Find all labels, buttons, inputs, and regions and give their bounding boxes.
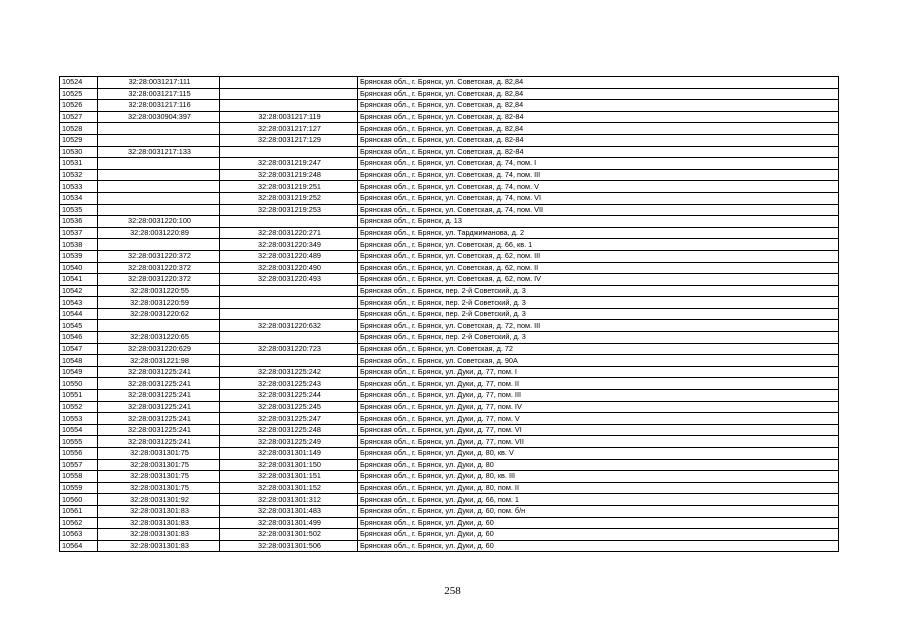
cadastral-number-cell: 32:28:0031301:75 [98,459,220,471]
row-number-cell: 10535 [60,204,98,216]
linked-cadastral-number-cell: 32:28:0031219:247 [220,158,358,170]
linked-cadastral-number-cell: 32:28:0031220:490 [220,262,358,274]
address-cell: Брянская обл., г. Брянск, ул. Дуки, д. 77, пом. V [358,413,839,425]
address-cell: Брянская обл., г. Брянск, пер. 2-й Советский, д. 3 [358,297,839,309]
address-cell: Брянская обл., г. Брянск, ул. Дуки, д. 77, пом. VII [358,436,839,448]
cadastral-number-cell: 32:28:0031220:372 [98,250,220,262]
row-number-cell: 10542 [60,285,98,297]
address-cell: Брянская обл., г. Брянск, ул. Советская, д. 82-84 [358,134,839,146]
linked-cadastral-number-cell: 32:28:0031217:119 [220,111,358,123]
address-cell: Брянская обл., г. Брянск, ул. Дуки, д. 80, кв. V [358,448,839,460]
row-number-cell: 10564 [60,540,98,552]
table-row [60,459,839,471]
address-cell: Брянская обл., г. Брянск, ул. Дуки, д. 80, пом. II [358,482,839,494]
cadastral-number-cell: 32:28:0031225:241 [98,413,220,425]
table-row [60,494,839,506]
address-cell: Брянская обл., г. Брянск, ул. Советская, д. 72, пом. III [358,320,839,332]
linked-cadastral-number-cell: 32:28:0031220:271 [220,227,358,239]
table-row [60,111,839,123]
address-cell: Брянская обл., г. Брянск, ул. Советская, д. 62, пом. II [358,262,839,274]
cadastral-number-cell [98,134,220,146]
cadastral-number-cell: 32:28:0031225:241 [98,401,220,413]
cadastral-number-cell: 32:28:0030904:397 [98,111,220,123]
table-row [60,192,839,204]
linked-cadastral-number-cell: 32:28:0031301:483 [220,505,358,517]
address-cell: Брянская обл., г. Брянск, ул. Советская, д. 82,84 [358,88,839,100]
table-row [60,274,839,286]
cadastral-number-cell [98,239,220,251]
table-row [60,262,839,274]
row-number-cell: 10524 [60,77,98,89]
table-row [60,343,839,355]
row-number-cell: 10525 [60,88,98,100]
table-row [60,355,839,367]
cadastral-number-cell: 32:28:0031301:75 [98,471,220,483]
table-row [60,517,839,529]
linked-cadastral-number-cell [220,308,358,320]
table-row [60,285,839,297]
row-number-cell: 10532 [60,169,98,181]
address-cell: Брянская обл., г. Брянск, ул. Дуки, д. 77, пом. IV [358,401,839,413]
linked-cadastral-number-cell: 32:28:0031219:253 [220,204,358,216]
table-row [60,297,839,309]
linked-cadastral-number-cell: 32:28:0031301:150 [220,459,358,471]
linked-cadastral-number-cell: 32:28:0031225:242 [220,366,358,378]
address-cell: Брянская обл., г. Брянск, ул. Советская, д. 82-84 [358,111,839,123]
linked-cadastral-number-cell [220,216,358,228]
address-cell: Брянская обл., г. Брянск, ул. Дуки, д. 80 [358,459,839,471]
linked-cadastral-number-cell: 32:28:0031225:243 [220,378,358,390]
row-number-cell: 10559 [60,482,98,494]
cadastral-number-cell [98,181,220,193]
linked-cadastral-number-cell: 32:28:0031225:249 [220,436,358,448]
row-number-cell: 10544 [60,308,98,320]
address-cell: Брянская обл., г. Брянск, ул. Дуки, д. 66, пом. 1 [358,494,839,506]
table-row [60,540,839,552]
cadastral-number-cell [98,192,220,204]
cadastral-number-cell: 32:28:0031301:92 [98,494,220,506]
linked-cadastral-number-cell: 32:28:0031220:489 [220,250,358,262]
cadastral-number-cell: 32:28:0031221:98 [98,355,220,367]
linked-cadastral-number-cell: 32:28:0031225:247 [220,413,358,425]
address-cell: Брянская обл., г. Брянск, ул. Советская, д. 82,84 [358,123,839,135]
table-row [60,134,839,146]
row-number-cell: 10538 [60,239,98,251]
cadastral-number-cell [98,123,220,135]
cadastral-number-cell: 32:28:0031220:59 [98,297,220,309]
row-number-cell: 10549 [60,366,98,378]
cadastral-number-cell: 32:28:0031220:372 [98,274,220,286]
row-number-cell: 10550 [60,378,98,390]
address-cell: Брянская обл., г. Брянск, ул. Дуки, д. 80, кв. III [358,471,839,483]
cadastral-number-cell: 32:28:0031220:100 [98,216,220,228]
linked-cadastral-number-cell: 32:28:0031217:127 [220,123,358,135]
table-row [60,378,839,390]
linked-cadastral-number-cell [220,100,358,112]
row-number-cell: 10547 [60,343,98,355]
table-row [60,482,839,494]
address-cell: Брянская обл., г. Брянск, д. 13 [358,216,839,228]
cadastral-number-cell: 32:28:0031301:75 [98,482,220,494]
table-row [60,181,839,193]
address-cell: Брянская обл., г. Брянск, ул. Советская, д. 90А [358,355,839,367]
address-cell: Брянская обл., г. Брянск, ул. Советская, д. 74, пом. VI [358,192,839,204]
linked-cadastral-number-cell: 32:28:0031220:493 [220,274,358,286]
row-number-cell: 10554 [60,424,98,436]
cadastral-number-cell: 32:28:0031220:89 [98,227,220,239]
row-number-cell: 10561 [60,505,98,517]
linked-cadastral-number-cell: 32:28:0031220:632 [220,320,358,332]
cadastral-number-cell: 32:28:0031217:116 [98,100,220,112]
linked-cadastral-number-cell: 32:28:0031301:502 [220,529,358,541]
row-number-cell: 10537 [60,227,98,239]
linked-cadastral-number-cell: 32:28:0031225:244 [220,390,358,402]
linked-cadastral-number-cell: 32:28:0031220:723 [220,343,358,355]
table-row [60,227,839,239]
linked-cadastral-number-cell: 32:28:0031301:312 [220,494,358,506]
row-number-cell: 10546 [60,332,98,344]
table-row [60,401,839,413]
cadastral-number-cell: 32:28:0031225:241 [98,390,220,402]
table-row [60,424,839,436]
row-number-cell: 10552 [60,401,98,413]
table-row [60,146,839,158]
address-cell: Брянская обл., г. Брянск, ул. Советская, д. 82,84 [358,77,839,89]
linked-cadastral-number-cell: 32:28:0031301:499 [220,517,358,529]
registry-table-body [60,77,839,552]
linked-cadastral-number-cell [220,88,358,100]
cadastral-number-cell: 32:28:0031217:133 [98,146,220,158]
address-cell: Брянская обл., г. Брянск, ул. Тарджиманова, д. 2 [358,227,839,239]
table-row [60,216,839,228]
table-row [60,77,839,89]
cadastral-number-cell: 32:28:0031301:83 [98,540,220,552]
linked-cadastral-number-cell: 32:28:0031301:151 [220,471,358,483]
row-number-cell: 10556 [60,448,98,460]
cadastral-number-cell [98,158,220,170]
table-row [60,88,839,100]
linked-cadastral-number-cell [220,355,358,367]
linked-cadastral-number-cell [220,297,358,309]
cadastral-number-cell [98,320,220,332]
cadastral-number-cell: 32:28:0031301:83 [98,529,220,541]
address-cell: Брянская обл., г. Брянск, ул. Дуки, д. 60 [358,529,839,541]
row-number-cell: 10541 [60,274,98,286]
row-number-cell: 10531 [60,158,98,170]
linked-cadastral-number-cell: 32:28:0031301:152 [220,482,358,494]
row-number-cell: 10562 [60,517,98,529]
table-row [60,505,839,517]
row-number-cell: 10529 [60,134,98,146]
table-row [60,390,839,402]
address-cell: Брянская обл., г. Брянск, ул. Советская, д. 72 [358,343,839,355]
row-number-cell: 10540 [60,262,98,274]
address-cell: Брянская обл., г. Брянск, пер. 2-й Советский, д. 3 [358,332,839,344]
linked-cadastral-number-cell [220,146,358,158]
table-row [60,100,839,112]
row-number-cell: 10558 [60,471,98,483]
table-row [60,169,839,181]
cadastral-number-cell: 32:28:0031220:372 [98,262,220,274]
address-cell: Брянская обл., г. Брянск, ул. Дуки, д. 77, пом. III [358,390,839,402]
row-number-cell: 10555 [60,436,98,448]
cadastral-number-cell [98,204,220,216]
cadastral-number-cell: 32:28:0031220:65 [98,332,220,344]
linked-cadastral-number-cell: 32:28:0031220:349 [220,239,358,251]
address-cell: Брянская обл., г. Брянск, ул. Дуки, д. 77, пом. I [358,366,839,378]
table-row [60,413,839,425]
linked-cadastral-number-cell [220,77,358,89]
row-number-cell: 10539 [60,250,98,262]
row-number-cell: 10560 [60,494,98,506]
cadastral-number-cell: 32:28:0031217:111 [98,77,220,89]
table-row [60,204,839,216]
table-row [60,366,839,378]
row-number-cell: 10526 [60,100,98,112]
table-row [60,448,839,460]
table-row [60,308,839,320]
table-row [60,239,839,251]
cadastral-number-cell: 32:28:0031225:241 [98,436,220,448]
row-number-cell: 10527 [60,111,98,123]
linked-cadastral-number-cell: 32:28:0031217:129 [220,134,358,146]
cadastral-number-cell: 32:28:0031301:83 [98,505,220,517]
row-number-cell: 10553 [60,413,98,425]
address-cell: Брянская обл., г. Брянск, ул. Советская, д. 62, пом. III [358,250,839,262]
row-number-cell: 10543 [60,297,98,309]
row-number-cell: 10548 [60,355,98,367]
row-number-cell: 10536 [60,216,98,228]
linked-cadastral-number-cell: 32:28:0031219:248 [220,169,358,181]
cadastral-number-cell: 32:28:0031225:241 [98,366,220,378]
address-cell: Брянская обл., г. Брянск, ул. Советская, д. 74, пом. V [358,181,839,193]
address-cell: Брянская обл., г. Брянск, пер. 2-й Советский, д. 3 [358,308,839,320]
address-cell: Брянская обл., г. Брянск, ул. Дуки, д. 60 [358,540,839,552]
linked-cadastral-number-cell: 32:28:0031301:149 [220,448,358,460]
row-number-cell: 10528 [60,123,98,135]
address-cell: Брянская обл., г. Брянск, ул. Советская, д. 82,84 [358,100,839,112]
address-cell: Брянская обл., г. Брянск, ул. Советская, д. 62, пом. IV [358,274,839,286]
address-cell: Брянская обл., г. Брянск, ул. Советская, д. 66, кв. 1 [358,239,839,251]
table-row [60,320,839,332]
cadastral-number-cell [98,169,220,181]
address-cell: Брянская обл., г. Брянск, ул. Дуки, д. 60 [358,517,839,529]
table-row [60,158,839,170]
cadastral-number-cell: 32:28:0031225:241 [98,378,220,390]
page-number: 258 [444,585,461,597]
address-cell: Брянская обл., г. Брянск, ул. Советская, д. 82-84 [358,146,839,158]
registry-table [59,76,839,552]
address-cell: Брянская обл., г. Брянск, ул. Дуки, д. 60, пом. б/н [358,505,839,517]
table-row [60,529,839,541]
cadastral-number-cell: 32:28:0031220:62 [98,308,220,320]
cadastral-number-cell: 32:28:0031220:55 [98,285,220,297]
row-number-cell: 10530 [60,146,98,158]
table-row [60,332,839,344]
table-row [60,123,839,135]
address-cell: Брянская обл., г. Брянск, ул. Советская, д. 74, пом. I [358,158,839,170]
table-row [60,436,839,448]
table-row [60,250,839,262]
cadastral-number-cell: 32:28:0031301:83 [98,517,220,529]
cadastral-number-cell: 32:28:0031220:629 [98,343,220,355]
table-row [60,471,839,483]
linked-cadastral-number-cell: 32:28:0031219:251 [220,181,358,193]
row-number-cell: 10557 [60,459,98,471]
row-number-cell: 10563 [60,529,98,541]
row-number-cell: 10534 [60,192,98,204]
address-cell: Брянская обл., г. Брянск, пер. 2-й Советский, д. 3 [358,285,839,297]
address-cell: Брянская обл., г. Брянск, ул. Дуки, д. 77, пом. II [358,378,839,390]
linked-cadastral-number-cell: 32:28:0031219:252 [220,192,358,204]
linked-cadastral-number-cell: 32:28:0031225:248 [220,424,358,436]
address-cell: Брянская обл., г. Брянск, ул. Советская, д. 74, пом. III [358,169,839,181]
address-cell: Брянская обл., г. Брянск, ул. Советская, д. 74, пом. VII [358,204,839,216]
cadastral-number-cell: 32:28:0031225:241 [98,424,220,436]
address-cell: Брянская обл., г. Брянск, ул. Дуки, д. 77, пом. VI [358,424,839,436]
cadastral-number-cell: 32:28:0031301:75 [98,448,220,460]
linked-cadastral-number-cell [220,285,358,297]
cadastral-number-cell: 32:28:0031217:115 [98,88,220,100]
row-number-cell: 10551 [60,390,98,402]
linked-cadastral-number-cell [220,332,358,344]
linked-cadastral-number-cell: 32:28:0031301:506 [220,540,358,552]
linked-cadastral-number-cell: 32:28:0031225:245 [220,401,358,413]
row-number-cell: 10545 [60,320,98,332]
row-number-cell: 10533 [60,181,98,193]
